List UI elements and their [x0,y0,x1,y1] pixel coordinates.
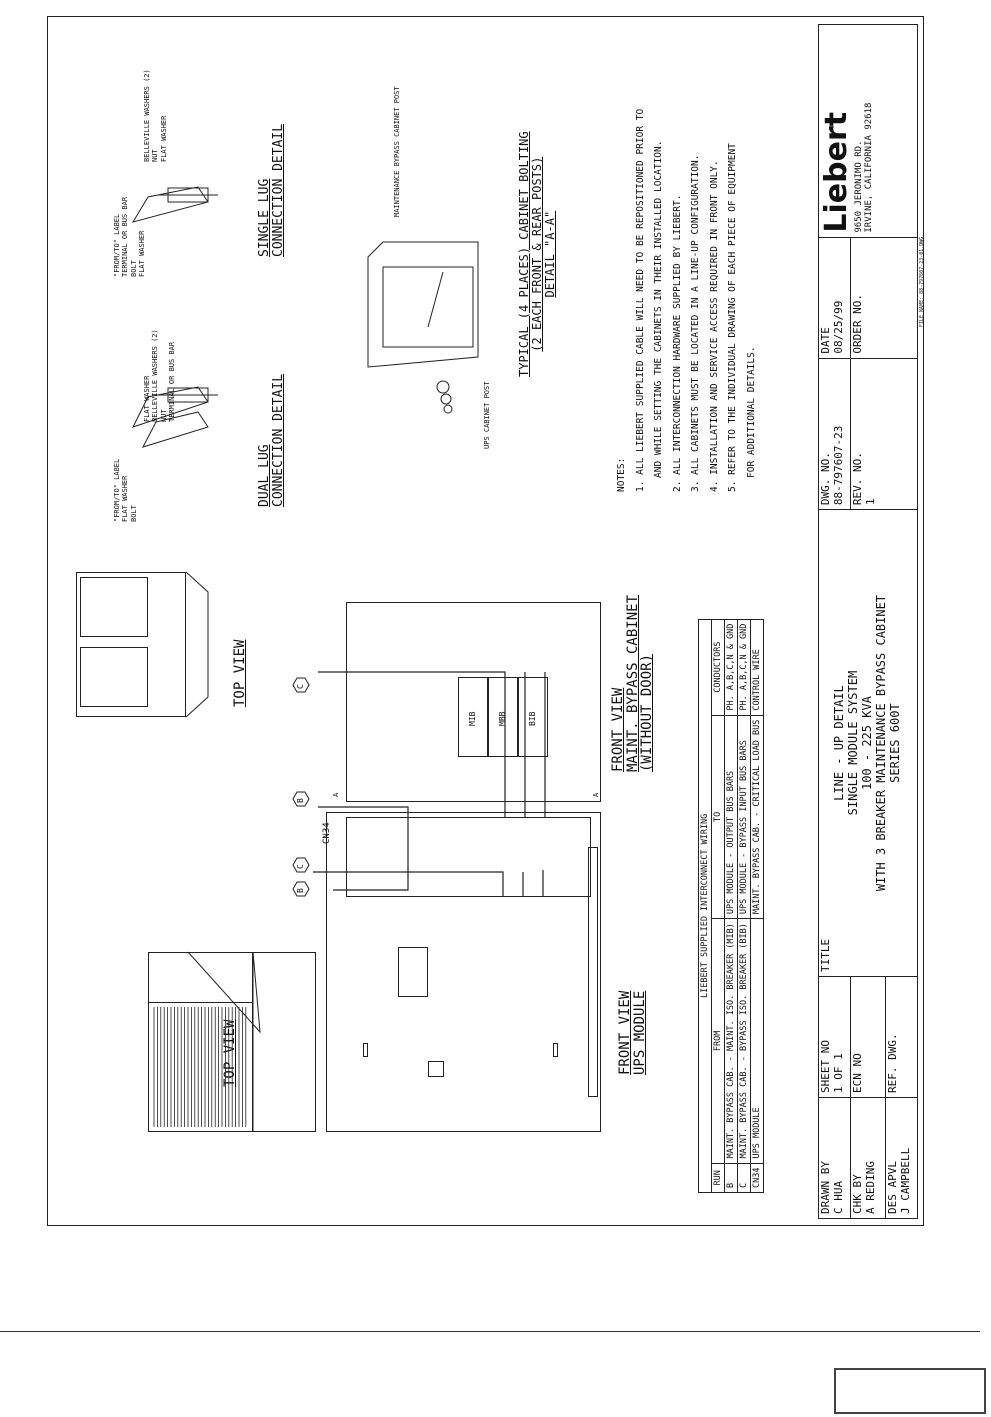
ups-switch [428,1061,444,1077]
bypass-post-label: MAINTENANCE BYPASS CABINET POST [393,86,401,217]
front-view-ups-label: FRONT VIEW UPS MODULE [617,990,648,1075]
single-lug-labels-right: BELLEVILLE WASHERS (2) NUT FLAT WASHER [143,69,168,162]
section-a-1: A [332,792,340,797]
wiring-header-conductors: CONDUCTORS [712,619,725,715]
top-view-label-2: TOP VIEW [232,639,248,707]
liebert-logo-cell: Liebert 9650 JERONIMO RD. IRVINE, CALIFORNIA 92618 [819,25,918,238]
dual-lug-title: DUAL LUG CONNECTION DETAIL [257,373,286,507]
breaker-mbb: MBB [488,677,518,757]
dual-lug-labels-left: "FROM/TO" LABEL FLAT WASHER BOLT [113,458,138,522]
notes-heading: NOTES: [616,457,627,492]
ups-display-panel [398,947,428,997]
wiring-table-title: LIEBERT SUPPLIED INTERCONNECT WIRING [699,619,712,1192]
rotated-drawing [48,17,925,1227]
ups-post-label: UPS CABINET POST [483,381,491,449]
drawing-sheet [47,16,924,1226]
marker-c-1: C [296,864,305,869]
wiring-header-to: TO [712,715,725,918]
wiring-header-from: FROM [712,919,725,1163]
single-lug-title: SINGLE LUG CONNECTION DETAIL [257,123,286,257]
breaker-bib: BIB [518,677,548,757]
dual-lug-labels-right: FLAT WASHER BELLEVILLE WASHERS (2) NUT TERMINAL OR BUS BAR [143,329,177,422]
bolting-title: TYPICAL (4 PLACES) CABINET BOLTING (2 EACH FRONT & REAR POSTS) DETAIL "A-A" [517,131,558,377]
front-view-bypass-label: FRONT VIEW MAINT. BYPASS CABINET (WITHOUT DOOR) [610,594,656,772]
liebert-logo: Liebert [819,111,854,233]
single-lug-labels-left: "FROM/TO" LABEL TERMINAL OR BUS BAR BOLT FLAT WASHER [113,196,147,277]
wiring-header-run: RUN [712,1163,725,1192]
title-block: DRAWN BY C HUA SHEET NO 1 OF 1 TITLE LINE - UP DETAIL SINGLE MODULE SYSTEM 100 - 225 KVA WITH 3 BREAKER MAINTENANCE BYPASS CABINET SERIES 600T DWG. NO. 88-797607-23 DATE 08/25/99 Liebert 9650 JERONIMO RD. IRVINE, CALIFORNIA 92618 CHK BY A REDING ECN NO REV. NO. 1 ORDER NO. DES APVL J CAMPBELL REF. DWG. [818,24,918,1219]
footer-divider [0,1331,980,1332]
section-a-2: A [592,792,600,797]
file-name: FILE NAME: 88-797607-23-01.DWG [919,236,925,327]
marker-b-1: B [296,888,305,893]
table-row: B MAINT. BYPASS CAB. - MAINT. ISO. BREAKER (MIB) UPS MODULE - OUTPUT BUS BARS PH. A,B,C,N & GND [725,619,738,1192]
marker-b-2: B [296,798,305,803]
notes: NOTES: 1. ALL LIEBERT SUPPLIED CABLE WILL NEED TO BE REPOSITIONED PRIOR TO AND WHILE SETTING THE CABINETS IN THEIR INSTALLED LOCATION. 2. ALL INTERCONNECTION HARDWARE SUPPLIED BY LIEBERT. 3. ALL CABINETS MUST BE LOCATED IN A LINE-UP CONFIGURATION. 4. INSTALLATION AND SERVICE ACCESS REQUIRED IN FRONT ONLY. 5. REFER TO THE INDIVIDUAL DRAWING OF EACH PIECE OF EQUIPMENT FOR ADDITIONAL DETAILS. [613,109,761,492]
top-view-label: TOP VIEW [222,1019,238,1087]
cn34-label: CN34 [322,822,332,844]
page-number-box [834,1368,986,1414]
wiring-table [698,619,764,1193]
table-row: C MAINT. BYPASS CAB. - BYPASS ISO. BREAKER (BIB) UPS MODULE - BYPASS INPUT BUS BARS PH. A,B,C,N & GND [738,619,751,1192]
breaker-mib: MIB [458,677,488,757]
marker-c-2: C [296,684,305,689]
table-row: CN34 UPS MODULE MAINT. BYPASS CAB. - CRITICAL LOAD BUS CONTROL WIRE [751,619,764,1192]
